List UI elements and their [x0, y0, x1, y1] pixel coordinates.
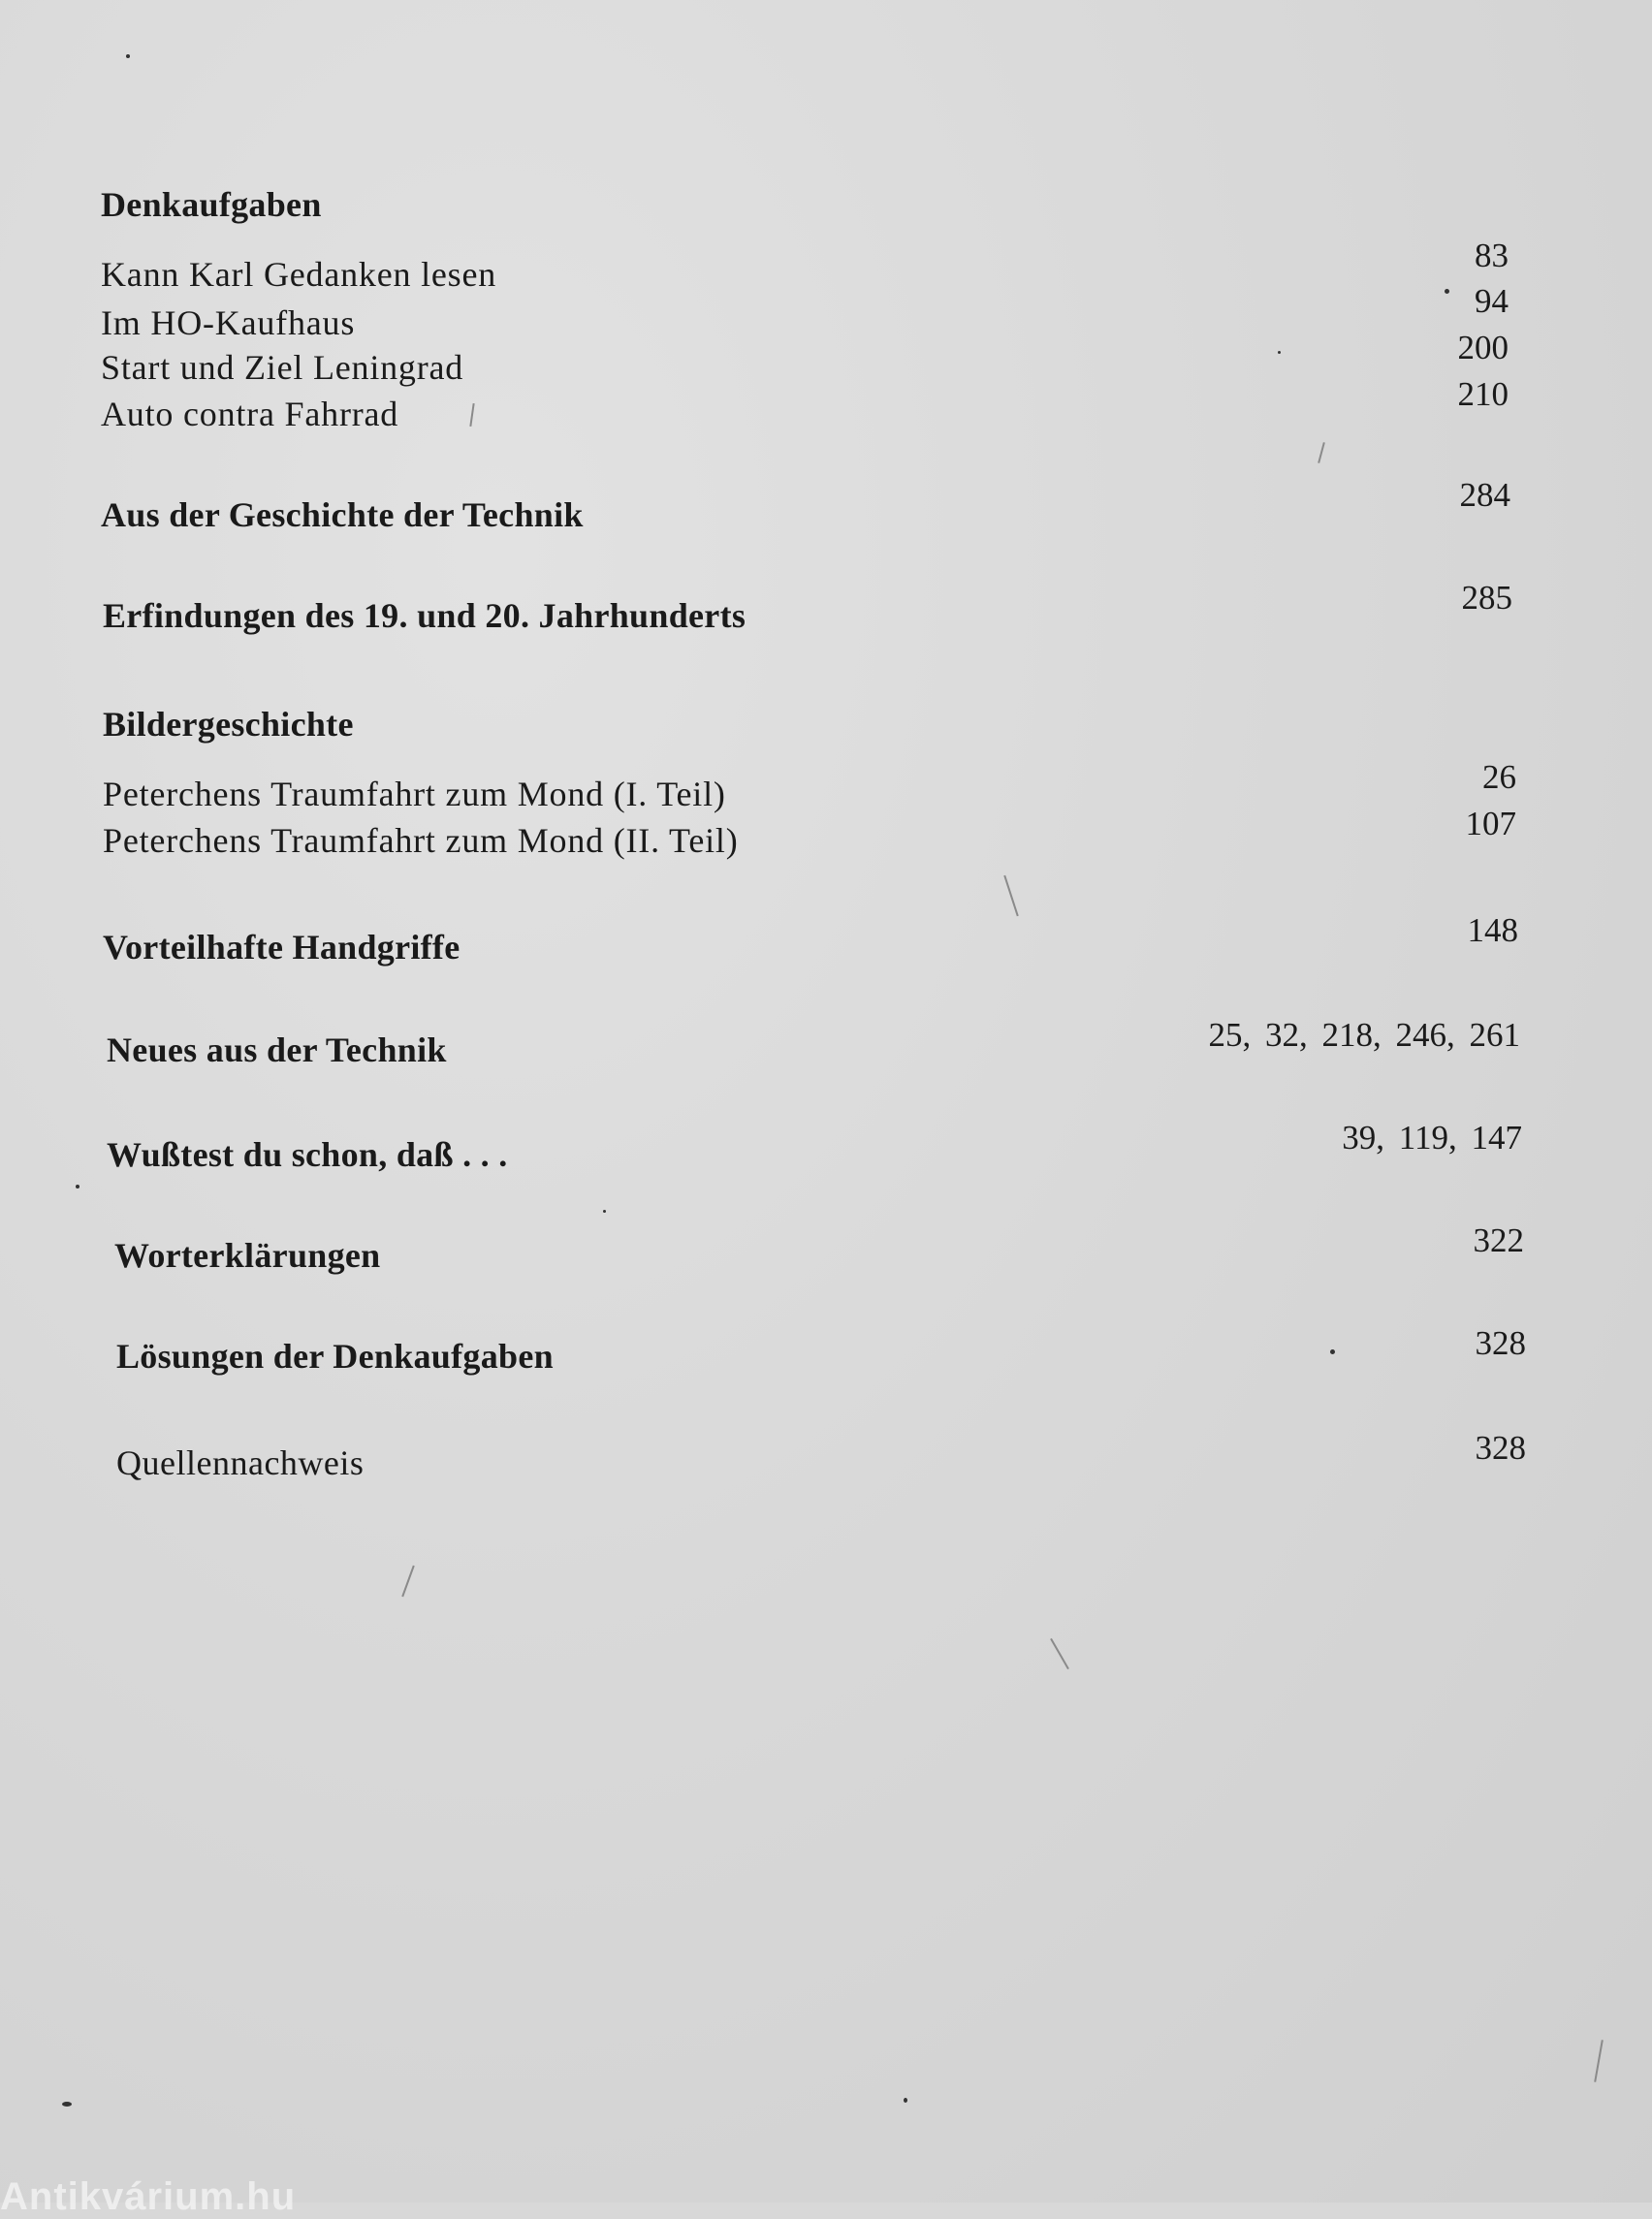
page-number-worterklaerungen: 322: [1473, 1221, 1524, 1259]
toc-entry-ho-kaufhaus: Im HO-Kaufhaus: [101, 303, 356, 342]
page-number-traumfahrt-2: 107: [1465, 805, 1516, 842]
paper-speck: [62, 2102, 72, 2107]
paper-hair: [1594, 2040, 1604, 2082]
paper-hair: [1050, 1638, 1069, 1669]
page-number-handgriffe: 148: [1467, 911, 1518, 949]
section-heading-handgriffe: Vorteilhafte Handgriffe: [103, 928, 461, 967]
page-number-traumfahrt-1: 26: [1482, 758, 1516, 796]
toc-entry-traumfahrt-1: Peterchens Traumfahrt zum Mond (I. Teil): [103, 775, 726, 813]
page-number-ho-kaufhaus: 94: [1475, 282, 1509, 320]
paper-hair: [401, 1566, 415, 1598]
page-number-leningrad: 200: [1457, 329, 1509, 366]
paper-hair: [469, 403, 474, 427]
section-heading-worterklaerungen: Worterklärungen: [114, 1236, 381, 1275]
paper-speck: [1445, 289, 1449, 294]
toc-entry-auto-fahrrad: Auto contra Fahrrad: [101, 395, 399, 433]
paper-hair: [1003, 875, 1018, 916]
paper-speck: [126, 54, 130, 58]
toc-entry-kann-karl: Kann Karl Gedanken lesen: [101, 255, 497, 294]
section-heading-neues-technik: Neues aus der Technik: [107, 1030, 447, 1069]
paper-speck: [76, 1185, 79, 1189]
toc-entry-quellennachweis: Quellennachweis: [116, 1443, 365, 1482]
paper-speck: [904, 2098, 907, 2103]
page-number-loesungen: 328: [1475, 1324, 1526, 1362]
section-heading-wusstest: Wußtest du schon, daß . . .: [107, 1135, 508, 1174]
paper-speck: [1330, 1349, 1335, 1354]
paper-speck: [1278, 351, 1281, 354]
page-numbers-neues-technik: 25, 32, 218, 246, 261: [1208, 1016, 1520, 1054]
section-heading-denkaufgaben: Denkaufgaben: [101, 185, 322, 224]
section-heading-erfindungen: Erfindungen des 19. und 20. Jahrhunderts: [103, 596, 747, 635]
section-heading-geschichte-technik: Aus der Geschichte der Technik: [101, 495, 584, 534]
toc-entry-leningrad: Start und Ziel Leningrad: [101, 348, 464, 387]
paper-hair: [1318, 442, 1325, 463]
section-heading-loesungen: Lösungen der Denkaufgaben: [116, 1337, 554, 1376]
page-number-erfindungen: 285: [1461, 579, 1512, 617]
paper-speck: [603, 1210, 606, 1213]
page-number-auto-fahrrad: 210: [1457, 375, 1509, 413]
page-number-geschichte-technik: 284: [1459, 476, 1510, 514]
watermark-antikvarium: Antikvárium.hu: [0, 2175, 297, 2218]
toc-entry-traumfahrt-2: Peterchens Traumfahrt zum Mond (II. Teil): [103, 821, 739, 860]
page-numbers-wusstest: 39, 119, 147: [1342, 1119, 1522, 1157]
page-number-quellennachweis: 328: [1475, 1429, 1526, 1467]
page-number-kann-karl: 83: [1475, 237, 1509, 274]
section-heading-bildergeschichte: Bildergeschichte: [103, 705, 354, 744]
